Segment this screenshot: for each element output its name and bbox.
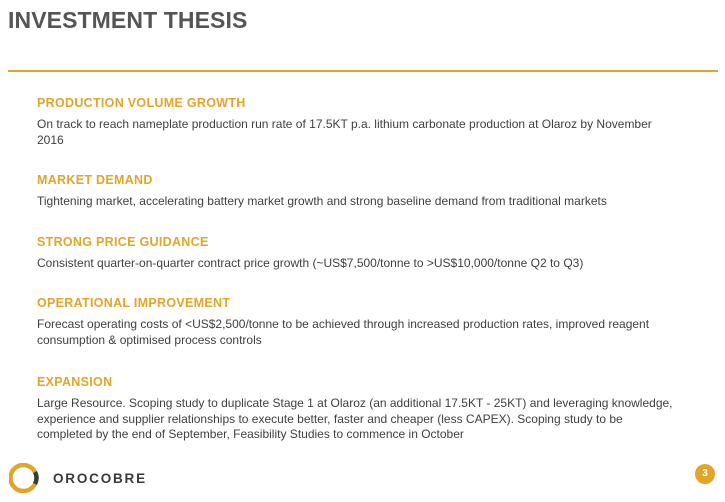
section-market-demand [37,173,677,210]
section-heading: MARKET DEMAND [37,173,153,187]
section-body: Large Resource. Scoping study to duplicate Stage 1 at Olaroz (an additional 17.5KT - 25KT) and leveraging knowledge, experience and supplier relationships to execute better, faster and cheaper (less CAPEX). Scoping study to be completed by the end of September, Feasibility Studies to commence in October [37,396,673,441]
orocobre-logo-icon [9,463,39,493]
section-heading: PRODUCTION VOLUME GROWTH [37,96,246,110]
title-divider [8,70,718,72]
slide-title: INVESTMENT THESIS [8,7,248,33]
section-body: On track to reach nameplate production run rate of 17.5KT p.a. lithium carbonate production at Olaroz by November 2016 [37,117,652,147]
section-heading: EXPANSION [37,375,113,389]
section-production-volume-growth [37,96,677,148]
company-logo [9,462,147,494]
page-number-badge: 3 [695,464,715,484]
section-expansion [37,375,677,443]
section-body: Forecast operating costs of <US$2,500/tonne to be achieved through increased production rates, improved reagent consumption & optimised process controls [37,317,650,347]
section-heading: STRONG PRICE GUIDANCE [37,235,209,249]
section-body: Tightening market, accelerating battery market growth and strong baseline demand from traditional markets [37,194,607,208]
section-operational-improvement [37,296,677,348]
section-body: Consistent quarter-on-quarter contract price growth (~US$7,500/tonne to >US$10,000/tonne Q2 to Q3) [37,256,584,270]
company-name: OROCOBRE [53,470,147,486]
section-strong-price-guidance [37,235,677,272]
section-heading: OPERATIONAL IMPROVEMENT [37,296,231,310]
